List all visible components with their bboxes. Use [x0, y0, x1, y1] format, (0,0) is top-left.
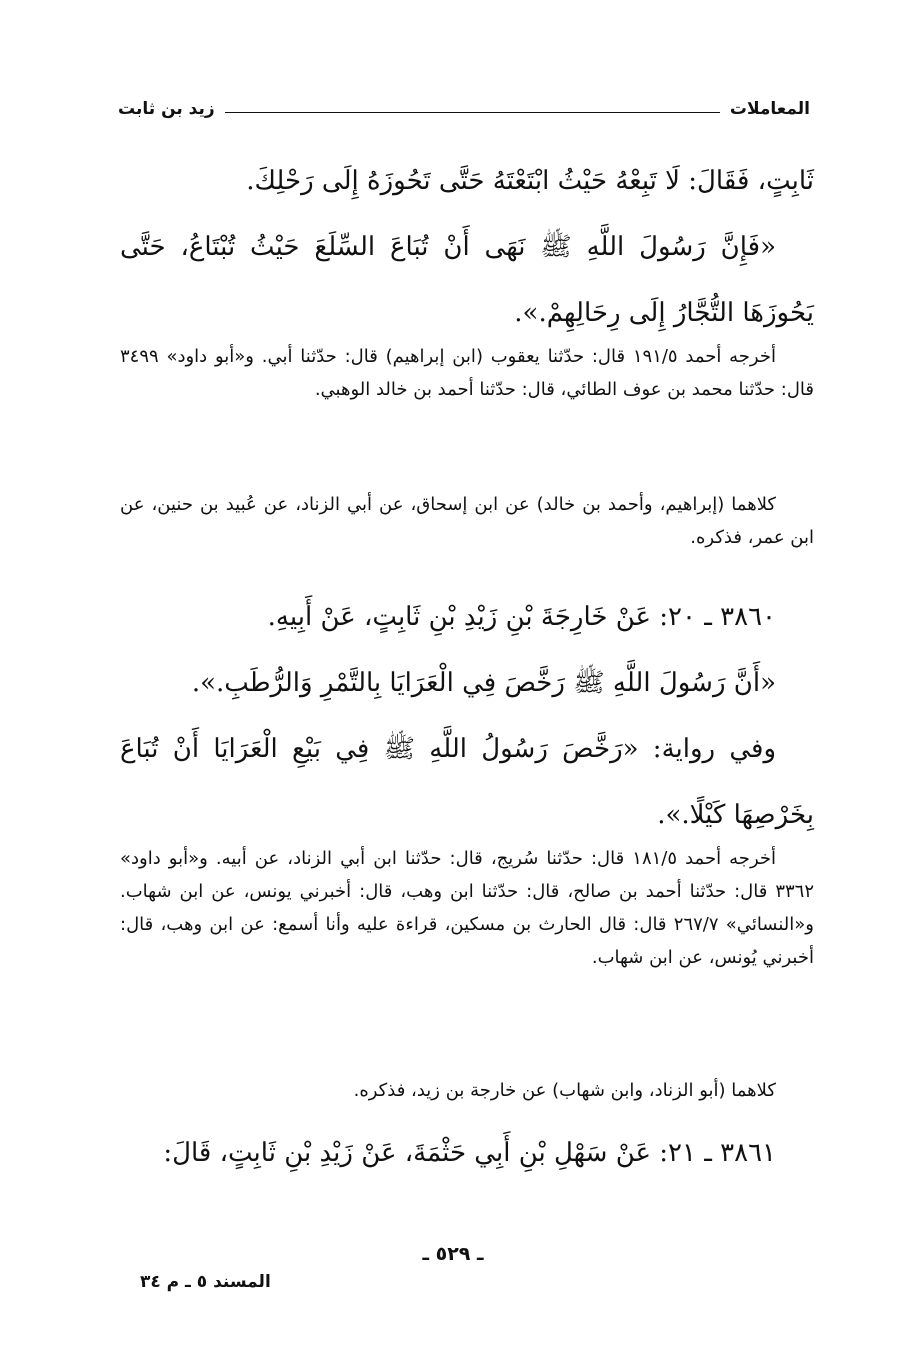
signature-mark: المسند ٥ ـ م ٣٤: [140, 1272, 271, 1292]
hadith-text-continuation: [120, 148, 814, 214]
paragraph: أخرجه أحمد ١٨١/٥ قال: حدّثنا سُريج، قال: حدّثنا ابن أبي الزناد، عن أبيه. و«أبو داود» ٣٣٦٢ قال: حدّثنا أحمد بن صالح، قال: حدّثنا ابن وهب، قال: أخبرني يونس، عن ابن شهاب. و«النسائي» ٢٦٧/٧ قال: قال الحارث بن مسكين، قراءة عليه وأنا أسمع: عن ابن وهب، قال: أخبرني يُونس، عن ابن شهاب.: [120, 848, 814, 968]
paragraph: أخرجه أحمد ١٩١/٥ قال: حدّثنا يعقوب (ابن إبراهيم) قال: حدّثنا أبي. و«أبو داود» ٣٤٩٩ قال: حدّثنا محمد بن عوف الطائي، قال: حدّثنا أحمد بن خالد الوهبي.: [120, 346, 814, 400]
paragraph: ٣٨٦٠ ـ ٢٠: عَنْ خَارِجَةَ بْنِ زَيْدِ بْنِ ثَابِتٍ، عَنْ أَبِيهِ.: [267, 602, 776, 632]
header-rule: [225, 112, 720, 113]
paragraph: ثَابِتٍ، فَقَالَ: لَا تَبِعْهُ حَيْثُ ابْتَعْتَهُ حَتَّى تَحُوزَهُ إِلَى رَحْلِكَ.: [246, 166, 814, 196]
takhrij-note: [120, 842, 814, 974]
paragraph: «أَنَّ رَسُولَ اللَّهِ ﷺ رَخَّصَ فِي الْعَرَايَا بِالتَّمْرِ وَالرُّطَبِ.».: [191, 668, 776, 698]
hadith-text: [120, 650, 814, 716]
page-number: ـ ٥٢٩ ـ: [422, 1243, 484, 1265]
header-section-title: المعاملات: [729, 99, 810, 119]
paragraph: كلاهما (إبراهيم، وأحمد بن خالد) عن ابن إسحاق، عن أبي الزناد، عن عُبيد بن حنين، عن ابن عمر، فذكره.: [120, 494, 814, 548]
hadith-variant: [120, 716, 814, 848]
hadith-text: [120, 214, 814, 346]
header-chapter-title: زيد بن ثابت: [118, 99, 215, 119]
paragraph: «فَإِنَّ رَسُولَ اللَّهِ ﷺ نَهَى أَنْ تُبَاعَ السِّلَعَ حَيْثُ تُبْتَاعُ، حَتَّى يَحُوزَهَا التُّجَّارُ إِلَى رِحَالِهِمْ.».: [120, 232, 814, 328]
takhrij-note: [120, 1074, 814, 1107]
takhrij-note: [120, 340, 814, 406]
takhrij-note: [120, 488, 814, 554]
hadith-heading: [120, 1120, 814, 1186]
paragraph: ٣٨٦١ ـ ٢١: عَنْ سَهْلِ بْنِ أَبِي حَثْمَةَ، عَنْ زَيْدِ بْنِ ثَابِتٍ، قَالَ:: [163, 1138, 776, 1168]
hadith-heading: [120, 584, 814, 650]
paragraph: كلاهما (أبو الزناد، وابن شهاب) عن خارجة بن زيد، فذكره.: [353, 1080, 776, 1101]
running-header: [118, 94, 810, 124]
paragraph: وفي رواية: «رَخَّصَ رَسُولُ اللَّهِ ﷺ فِي بَيْعِ الْعَرَايَا أَنْ تُبَاعَ بِخَرْصِهَا كَيْلًا.».: [120, 734, 814, 830]
